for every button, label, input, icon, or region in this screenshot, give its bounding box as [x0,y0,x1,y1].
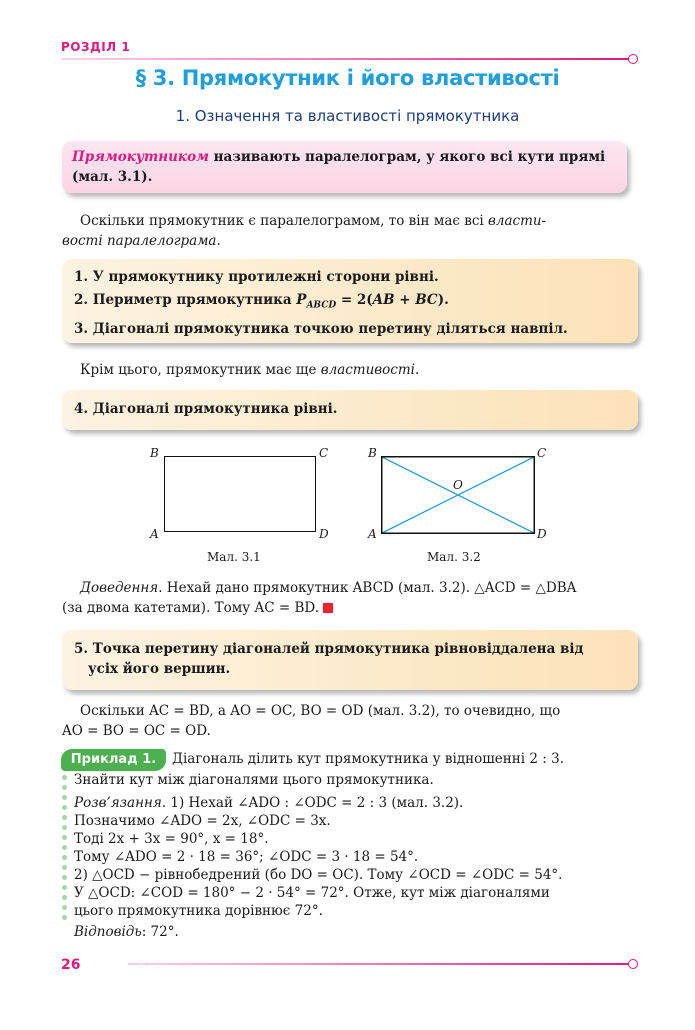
header-divider-end-icon [628,54,638,64]
property-2-text: 2. Периметр прямокутника [74,292,297,308]
paragraph-3 [62,701,637,741]
property-2-eq: = 2( [336,292,373,308]
example-solution-3: Тоді 2x + 3x = 90°, x = 18°. [74,831,269,847]
definition-box [62,141,627,193]
property-1: 1. У прямокутнику протилежні сторони рівні. [74,269,439,285]
answer-text: : 72°. [141,924,179,940]
example-dots [62,775,68,925]
property-2-sum: AB + BC [372,292,438,308]
paragraph-1 [62,211,632,251]
qed-square-icon [323,603,333,613]
fig1-label-C: C [319,446,329,460]
example-task-2: Знайти кут між діагоналями цього прямокутника. [74,772,434,788]
example-answer [74,923,179,942]
example-solution-7: цього прямокутника дорівнює 72°. [74,903,323,919]
fig2-caption: Мал. 3.2 [427,550,481,564]
para3-text-1: Оскільки AC = BD, а AO = OC, BO = OD (мал. 3.2), то очевидно, що [80,703,561,719]
property-5-line1: 5. Точка перетину діагоналей прямокутника рівновіддалена від [74,641,584,657]
para2-period: . [414,362,420,378]
definition-text-2: (мал. 3.1). [72,169,153,185]
fig1-label-D: D [319,527,329,541]
example-solution-2: Позначимо ∠ADO = 2x, ∠ODC = 3x. [74,813,331,829]
example-solution-6: У △OCD: ∠COD = 180° − 2 · 54° = 72°. Отже, кут між діагоналями [74,885,550,901]
properties-box [62,259,638,343]
page-subtitle: 1. Означення та властивості прямокутника [175,107,520,125]
para1-italic-2: вості паралелограма [62,233,217,249]
solution-label: Розв’язання [74,795,162,811]
property-2-sub: ABCD [306,300,337,311]
fig2-label-A: A [368,527,377,541]
page-title: § 3. Прямокутник і його властивості [135,66,560,90]
property-2 [74,289,626,318]
figure-2-diagram [381,456,535,534]
footer-divider [128,963,630,965]
proof-text-2: (за двома катетами). Тому AC = BD. [62,600,324,616]
property-3: 3. Діагоналі прямокутника точкою перетину діляться навпіл. [74,320,568,337]
para1-italic: власти- [488,213,547,229]
para1-period: . [216,233,221,249]
fig1-label-A: A [150,527,159,541]
section-label: РОЗДІЛ 1 [61,40,131,54]
property-5-line2: усіх його вершин. [88,661,231,677]
fig2-label-O: O [453,478,463,492]
property-4-box [62,390,638,430]
answer-label: Відповідь [74,924,142,940]
example-solution-4: Тому ∠ADO = 2 · 18 = 36°; ∠ODC = 3 · 18 = 54°. [74,849,419,865]
property-2-P: P [296,292,307,308]
example-solution-5: 2) △OCD − рівнобедрений (бо DO = OC). Тому ∠OCD = ∠ODC = 54°. [74,867,563,883]
para2-italic: властивості [320,362,415,378]
fig2-label-C: C [537,446,547,460]
property-4: 4. Діагоналі прямокутника рівні. [74,401,338,417]
proof-text-1: . Нехай дано прямокутник ABCD (мал. 3.2). △ACD = △DBA [158,580,577,596]
header-divider [61,58,630,60]
solution-text-1: . 1) Нехай ∠ADO : ∠ODC = 2 : 3 (мал. 3.2). [161,795,464,811]
example-task-1: Діагональ ділить кут прямокутника у відношенні 2 : 3. [172,751,565,767]
example-badge: Приклад 1. [61,749,166,771]
fig1-caption: Мал. 3.1 [207,550,261,564]
figure-1-rectangle [164,456,316,532]
definition-term: Прямокутником [72,149,209,165]
para1-text: Оскільки прямокутник є паралелограмом, то він має всі [80,213,488,229]
fig2-label-D: D [537,527,547,541]
paragraph-2 [80,360,419,380]
page-number: 26 [61,957,81,973]
fig1-label-B: B [150,446,159,460]
para3-text-2: AO = BO = OC = OD. [62,723,211,739]
property-2-end: ). [437,292,449,308]
proof-label: Доведення [80,580,159,596]
example-solution-1 [74,794,463,813]
proof [62,578,637,618]
footer-divider-end-icon [628,959,638,969]
fig2-label-B: B [368,446,377,460]
para2-text: Крім цього, прямокутник має ще [80,362,321,378]
property-5-box [62,630,638,690]
definition-text: називають паралелограм, у якого всі кути прямі [208,149,606,165]
